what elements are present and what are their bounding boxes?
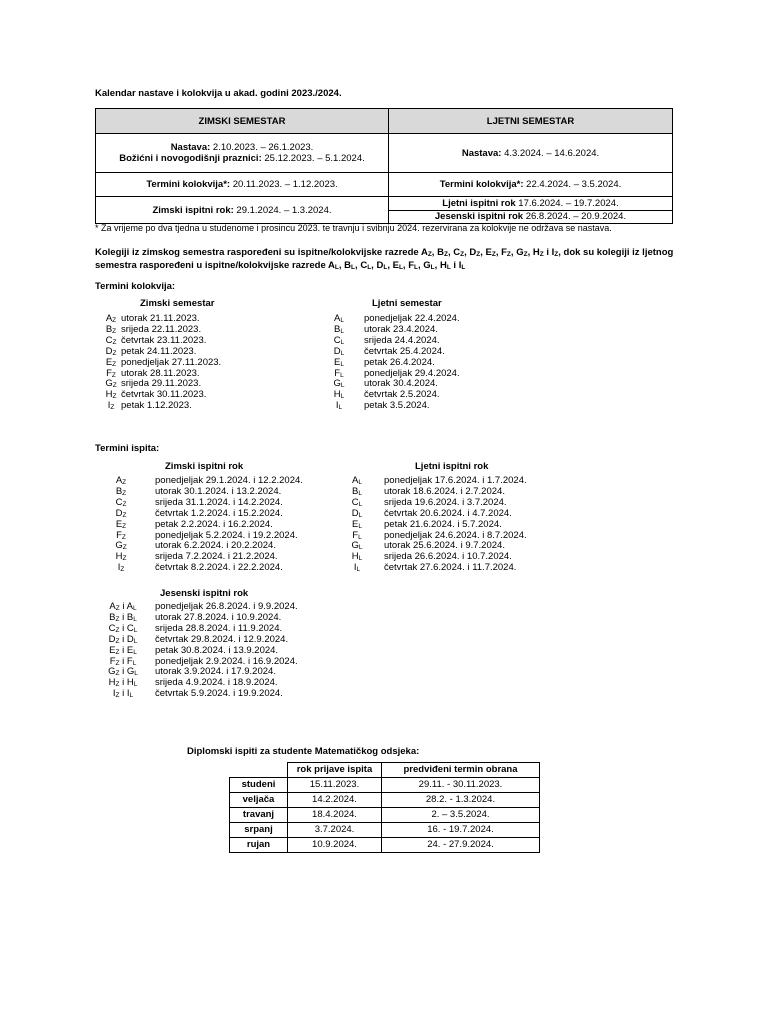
class-label: $G_Z$ (105, 378, 117, 390)
obrana-cell: 29.11. - 30.11.2023. (382, 778, 540, 793)
col-rok-prijave: rok prijave ispita (288, 763, 382, 778)
date-text: četvrtak 27.6.2024. i 11.7.2024. (384, 562, 517, 574)
table-row (230, 808, 540, 823)
class-label: $C_L$ (351, 496, 363, 508)
date-text: srijeda 31.1.2024. i 14.2.2024. (155, 496, 283, 508)
class-label: $G_L$ (351, 540, 363, 552)
diplomski-title: Diplomski ispiti za studente Matematičkog odsjeka: (187, 746, 420, 757)
date-text: ponedjeljak 29.1.2024. i 12.2.2024. (155, 475, 303, 486)
class-label: $F_Z$ (106, 367, 116, 379)
date-text: četvrtak 8.2.2024. i 22.2.2024. (155, 562, 283, 574)
date-text: utorak 25.6.2024. i 9.7.2024. (384, 540, 505, 552)
date-text: petak 2.2.2024. i 16.2.2024. (155, 518, 273, 530)
obrana-cell: 24. - 27.9.2024. (382, 838, 540, 853)
termini-ispita-title: Termini ispita: (95, 443, 160, 454)
date-text: ponedjeljak 22.4.2024. (364, 313, 460, 324)
kolokvij-ljetni-title: Ljetni semestar (372, 298, 442, 309)
class-label: $D_L$ (333, 345, 345, 357)
ljetni-nastava-label: Nastava: (461, 147, 502, 159)
month-cell: studeni (230, 778, 288, 793)
class-label: $A_Z$ i $A_L$ (109, 601, 137, 612)
date-text: petak 1.12.2023. (121, 400, 192, 412)
class-label: $G_Z$ (115, 540, 127, 552)
class-label: $D_L$ (351, 507, 363, 519)
class-label: $F_L$ (334, 367, 344, 379)
date-text: petak 24.11.2023. (121, 345, 197, 357)
obrana-cell: 16. - 19.7.2024. (382, 823, 540, 838)
class-label: $C_Z$ (115, 496, 127, 508)
table-row (230, 823, 540, 838)
ispit-ljetni-title: Ljetni ispitni rok (415, 461, 489, 472)
ljetni-ispitni-value: 17.6.2024. – 19.7.2024. (515, 198, 619, 209)
date-text: srijeda 4.9.2024. i 18.9.2024. (155, 677, 278, 689)
ljetni-ispitni-label: Ljetni ispitni rok (442, 198, 516, 209)
date-text: utorak 23.4.2024. (364, 323, 438, 335)
zimski-ispitni-label: Zimski ispitni rok: (152, 204, 234, 216)
obrana-cell: 28.2. - 1.3.2024. (382, 793, 540, 808)
kolegiji-note-part2: , dok su kolegiji iz ljetnog semestra raspoređeni u ispitne/kolokvijske razrede (95, 247, 674, 271)
ljetni-razredi: $A_L$, $B_L$, $C_L$, $D_L$, $E_L$, $F_L$, $G_L$, $H_L$ i $I_L$ (328, 260, 466, 271)
date-text: utorak 6.2.2024. i 20.2.2024. (155, 540, 276, 552)
date-text: utorak 30.4.2024. (364, 378, 438, 390)
zimski-ispitni-cell (96, 197, 389, 224)
date-text: četvrtak 29.8.2024. i 12.9.2024. (155, 633, 289, 645)
zimski-praznici-value: 25.12.2023. – 5.1.2024. (261, 153, 365, 164)
date-text: srijeda 24.4.2024. (364, 334, 440, 346)
date-text: ponedjeljak 2.9.2024. i 16.9.2024. (155, 655, 298, 667)
class-label: $D_Z$ (105, 345, 117, 357)
class-label: $A_L$ (352, 475, 362, 486)
class-label: $B_Z$ i $B_L$ (109, 611, 137, 623)
class-label: $A_Z$ (105, 313, 117, 324)
date-text: utorak 3.9.2024. i 17.9.2024. (155, 666, 276, 678)
class-label: $F_L$ (352, 529, 362, 541)
date-text: ponedjeljak 26.8.2024. i 9.9.2024. (155, 601, 298, 612)
prijava-cell: 14.2.2024. (288, 793, 382, 808)
prijava-cell: 15.11.2023. (288, 778, 382, 793)
class-label: $H_L$ (333, 389, 345, 401)
class-label: $F_Z$ (116, 529, 126, 541)
class-label: $I_L$ (353, 562, 361, 574)
zimski-kolokvij-value: 20.11.2023. – 1.12.2023. (230, 179, 338, 190)
date-text: četvrtak 25.4.2024. (364, 345, 445, 357)
diplomski-corner (230, 763, 288, 778)
date-text: petak 21.6.2024. i 5.7.2024. (384, 518, 502, 530)
ljetni-kolokvij-value: 22.4.2024. – 3.5.2024. (523, 179, 622, 190)
zimski-nastava-label: Nastava: (170, 142, 211, 153)
class-label: $I_Z$ i $I_L$ (112, 688, 134, 700)
date-text: četvrtak 23.11.2023. (121, 334, 207, 346)
date-text: ponedjeljak 17.6.2024. i 1.7.2024. (384, 475, 527, 486)
ljetni-nastava-cell (389, 134, 673, 173)
date-text: srijeda 26.6.2024. i 10.7.2024. (384, 551, 512, 563)
date-text: srijeda 29.11.2023. (121, 378, 202, 390)
zimski-nastava-value: 2.10.2023. – 26.1.2023. (210, 142, 314, 153)
class-label: $F_Z$ i $F_L$ (109, 655, 137, 667)
prijava-cell: 18.4.2024. (288, 808, 382, 823)
class-label: $H_Z$ (105, 389, 117, 401)
date-text: četvrtak 20.6.2024. i 4.7.2024. (384, 507, 512, 519)
zimski-kolokvij-cell (96, 173, 389, 197)
date-text: četvrtak 5.9.2024. i 19.9.2024. (155, 688, 283, 700)
date-text: srijeda 7.2.2024. i 21.2.2024. (155, 551, 278, 563)
date-text: petak 3.5.2024. (364, 400, 430, 412)
class-label: $E_Z$ (105, 356, 117, 368)
class-label: $D_Z$ i $D_L$ (108, 633, 138, 645)
ljetni-kolokvij-label: Termini kolokvija*: (439, 179, 524, 190)
prijava-cell: 10.9.2024. (288, 838, 382, 853)
date-text: utorak 28.11.2023. (121, 367, 200, 379)
ljetni-nastava-value: 4.3.2024. – 14.6.2024. (501, 147, 600, 159)
prijava-cell: 3.7.2024. (288, 823, 382, 838)
date-text: srijeda 19.6.2024. i 3.7.2024. (384, 496, 507, 508)
ljetni-kolokvij-cell (389, 173, 673, 197)
class-label: $G_L$ (333, 378, 345, 390)
date-text: četvrtak 2.5.2024. (364, 389, 440, 401)
month-cell: rujan (230, 838, 288, 853)
ljetni-semestar-header: LJETNI SEMESTAR (389, 109, 673, 134)
kolegiji-note (95, 247, 685, 273)
date-text: četvrtak 30.11.2023. (121, 389, 207, 401)
zimski-ispitni-value: 29.1.2024. – 1.3.2024. (233, 204, 332, 216)
zimski-razredi: $A_Z$, $B_Z$, $C_Z$, $D_Z$, $E_Z$, $F_Z$, $G_Z$, $H_Z$ i $I_Z$ (420, 247, 559, 258)
date-text: srijeda 28.8.2024. i 11.9.2024. (155, 622, 283, 634)
ispit-jesenski-title: Jesenski ispitni rok (160, 588, 249, 599)
class-label: $B_L$ (352, 485, 362, 497)
date-text: ponedjeljak 5.2.2024. i 19.2.2024. (155, 529, 298, 541)
date-text: ponedjeljak 24.6.2024. i 8.7.2024. (384, 529, 527, 541)
date-text: ponedjeljak 27.11.2023. (121, 356, 222, 368)
class-label: $H_Z$ (115, 551, 127, 563)
zimski-semestar-header: ZIMSKI SEMESTAR (96, 109, 389, 134)
page-title: Kalendar nastave i kolokvija u akad. godini 2023./2024. (95, 88, 342, 99)
class-label: $B_L$ (334, 323, 344, 335)
jesenski-ispitni-label: Jesenski ispitni rok (434, 211, 524, 222)
class-label: $B_Z$ (105, 323, 117, 335)
col-termin-obrana: predviđeni termin obrana (382, 763, 540, 778)
class-label: $H_Z$ i $H_L$ (108, 677, 138, 689)
semester-calendar-table (95, 108, 673, 224)
class-label: $I_Z$ (107, 400, 115, 412)
obrana-cell: 2. – 3.5.2024. (382, 808, 540, 823)
table-row (230, 778, 540, 793)
diplomski-table (229, 762, 540, 853)
table-row (230, 793, 540, 808)
date-text: četvrtak 1.2.2024. i 15.2.2024. (155, 507, 283, 519)
table-row (230, 838, 540, 853)
class-label: $A_Z$ (115, 475, 127, 486)
date-text: petak 26.4.2024. (364, 356, 435, 368)
kolokvij-zimski-title: Zimski semestar (140, 298, 215, 309)
date-text: srijeda 22.11.2023. (121, 323, 202, 335)
class-label: $H_L$ (351, 551, 363, 563)
ispit-zimski-title: Zimski ispitni rok (165, 461, 244, 472)
class-label: $I_Z$ (117, 562, 125, 574)
footnote: * Za vrijeme po dva tjedna u studenome i prosincu 2023. te travnju i svibnju 2024. rezervirana za kolokvije ne održava se nastava. (95, 223, 612, 233)
date-text: utorak 18.6.2024. i 2.7.2024. (384, 485, 505, 497)
class-label: $C_Z$ (105, 334, 117, 346)
zimski-praznici-label: Božićni i novogodišnji praznici: (119, 153, 262, 164)
class-label: $D_Z$ (115, 507, 127, 519)
date-text: utorak 27.8.2024. i 10.9.2024. (155, 611, 282, 623)
termini-kolokvija-title: Termini kolokvija: (95, 281, 176, 292)
class-label: $E_L$ (334, 356, 344, 368)
ljetni-jesenski-cell (389, 197, 673, 224)
date-text: utorak 30.1.2024. i 13.2.2024. (155, 485, 282, 497)
class-label: $I_L$ (335, 400, 343, 412)
kolegiji-note-part1: Kolegiji iz zimskog semestra raspoređeni su ispitne/kolokvijske razrede (95, 247, 421, 258)
class-label: $E_Z$ i $E_L$ (109, 644, 137, 656)
zimski-nastava-cell (96, 134, 389, 173)
zimski-kolokvij-label: Termini kolokvija*: (146, 179, 231, 190)
class-label: $C_L$ (333, 334, 345, 346)
date-text: ponedjeljak 29.4.2024. (364, 367, 460, 379)
class-label: $E_Z$ (115, 518, 127, 530)
month-cell: travanj (230, 808, 288, 823)
class-label: $G_Z$ i $G_L$ (108, 666, 138, 678)
date-text: petak 30.8.2024. i 13.9.2024. (155, 644, 279, 656)
date-text: utorak 21.11.2023. (121, 313, 200, 324)
class-label: $A_L$ (334, 313, 344, 324)
class-label: $C_Z$ i $C_L$ (108, 622, 138, 634)
month-cell: srpanj (230, 823, 288, 838)
class-label: $E_L$ (352, 518, 362, 530)
jesenski-ispitni-value: 26.8.2024. – 20.9.2024. (523, 211, 627, 222)
class-label: $B_Z$ (115, 485, 127, 497)
month-cell: veljača (230, 793, 288, 808)
